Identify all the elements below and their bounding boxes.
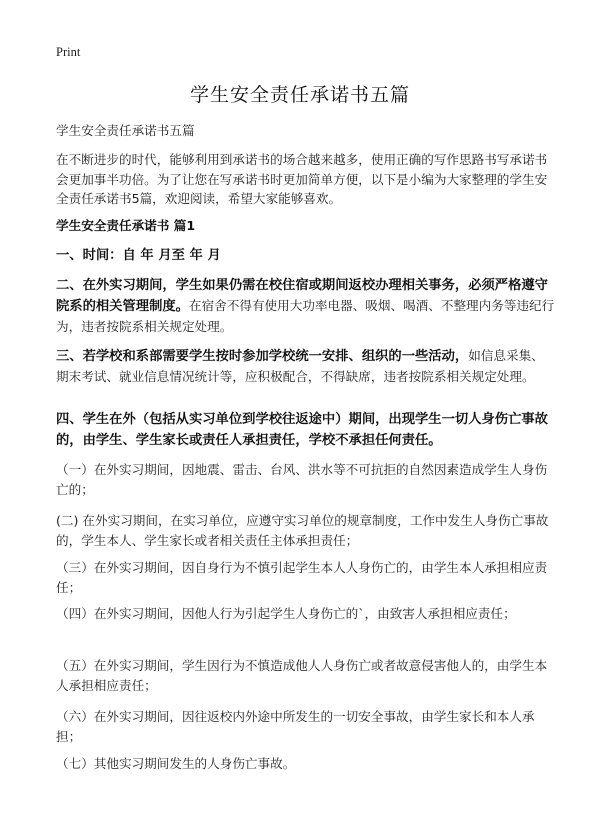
sub-clause-3: （三）在外实习期间，因自身行为不慎引起学生本人人身伤亡的，由学生本人承担相应责任； [56, 560, 548, 595]
clause-three [56, 346, 556, 387]
sub-clause-1: （一）在外实习期间，因地震、雷击、台风、洪水等不可抗拒的自然因素造成学生人身伤亡的； [56, 462, 548, 497]
print-link[interactable]: Print [56, 45, 81, 59]
clause-three-rest: 如信息采集、期末考试、就业信息情况统计等，应积极配合，不得缺席，违者按院系相关规定处理。 [56, 348, 544, 384]
section-heading: 学生安全责任承诺书 篇1 [56, 218, 196, 233]
clause-two [56, 275, 556, 337]
doc-subtitle: 学生安全责任承诺书五篇 [56, 123, 195, 138]
sub-clause-4: （四）在外实习期间，因他人行为引起学生人身伤亡的`，由致害人承担相应责任； [56, 606, 516, 621]
sub-clause-7: （七）其他实习期间发生的人身伤亡事故。 [56, 756, 296, 771]
page-title: 学生安全责任承诺书五篇 [189, 84, 410, 106]
clause-two-bold: 二、在外实习期间，学生如果仍需在校住宿或期间返校办理相关事务，必须严格遵守院系的相关管理制度。 [56, 278, 548, 314]
sub-clause-5: （五）在外实习期间，学生因行为不慎造成他人人身伤亡或者故意侵害他人的，由学生本人承担相应责任； [56, 658, 548, 693]
clause-three-bold: 三、若学校和系部需要学生按时参加学校统一安排、组织的一些活动， [56, 349, 469, 364]
clause-time: 一、时间：自 年 月至 年 月 [56, 248, 221, 263]
sub-clause-6: （六）在外实习期间，因往返校内外途中所发生的一切安全事故，由学生家长和本人承担； [56, 709, 535, 744]
sub-clause-2: (二) 在外实习期间，在实习单位，应遵守实习单位的规章制度，工作中发生人身伤亡事故的，学生本人、学生家长或者相关责任主体承担责任； [56, 513, 549, 548]
intro-paragraph: 在不断进步的时代，能够利用到承诺书的场合越来越多，使用正确的写作思路书写承诺书会更加事半功倍。为了让您在写承诺书时更加简单方便，以下是小编为大家整理的学生安全责任承诺书5篇，欢迎阅读，希望大家能够喜欢。 [56, 152, 548, 206]
clause-four: 四、学生在外（包括从实习单位到学校往返途中）期间，出现学生一切人身伤亡事故的，由学生、学生家长或责任人承担责任，学校不承担任何责任。 [56, 412, 548, 448]
clause-two-rest: 在宿舍不得有使用大功率电器、吸烟、喝酒、不整理内务等违纪行为，违者按院系相关规定处理。 [56, 298, 555, 334]
